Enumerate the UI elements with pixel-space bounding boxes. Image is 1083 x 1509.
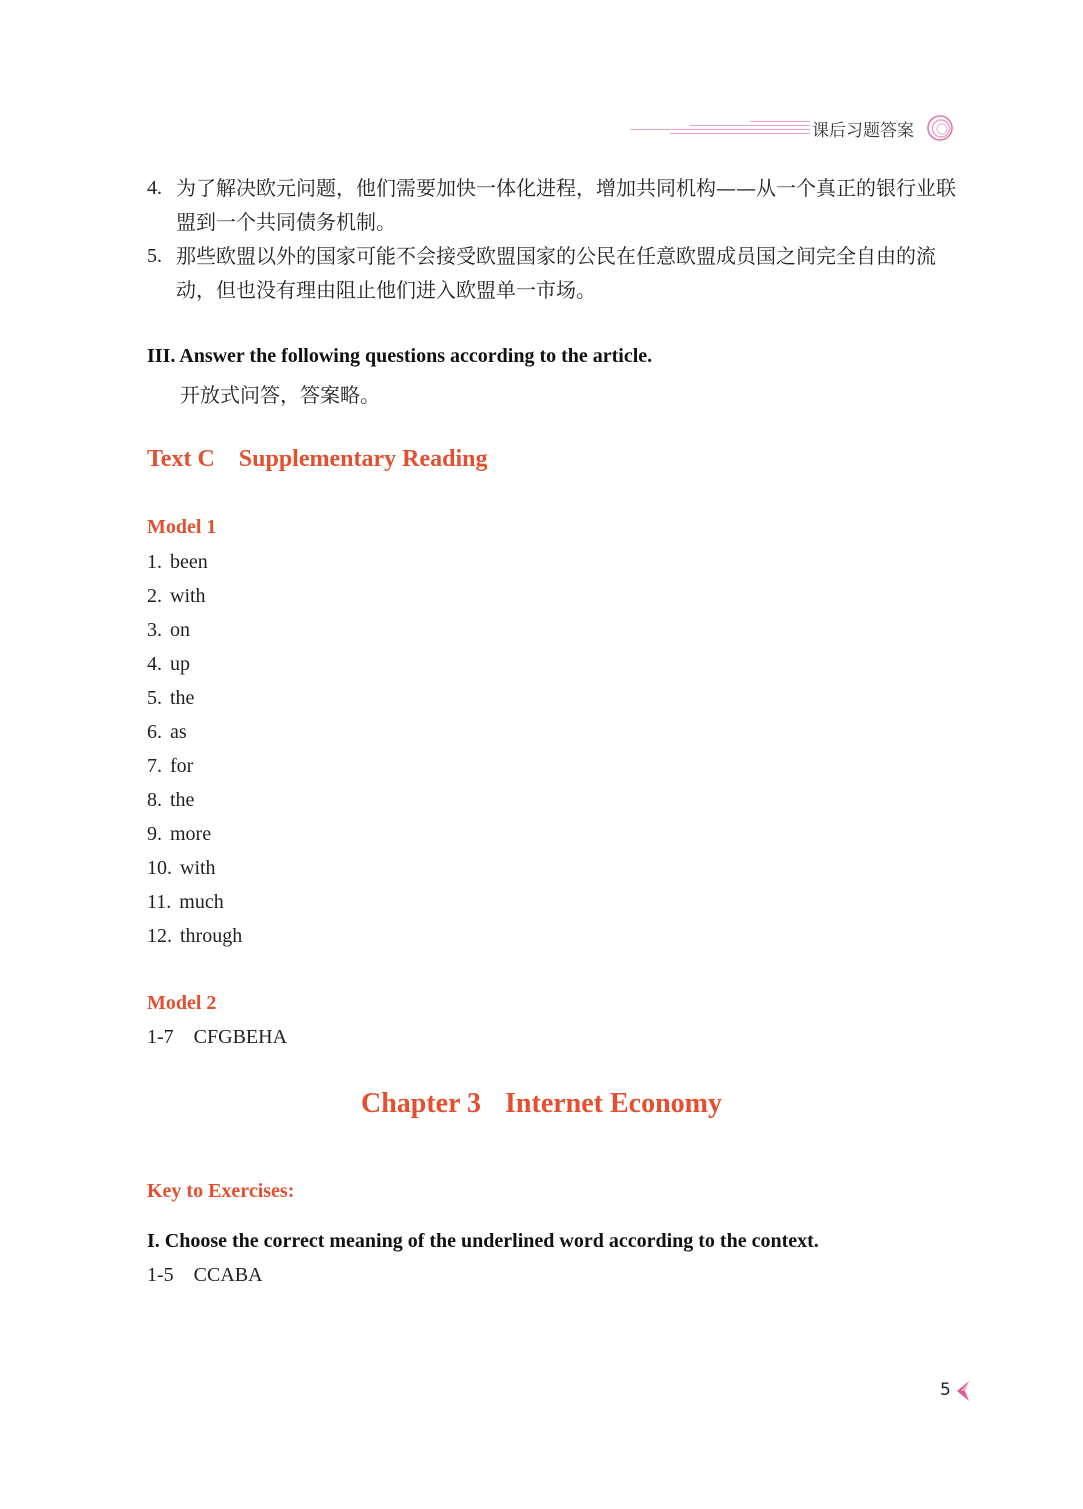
item-number: 4. (147, 177, 162, 199)
key-heading: Key to Exercises: (147, 1180, 295, 1202)
section-heading: I. Choose the correct meaning of the underlined word according to the context. (147, 1230, 819, 1252)
list-item (147, 817, 242, 851)
list-item (147, 715, 242, 749)
page-number: 5 (940, 1380, 951, 1400)
item-number: 2. (147, 585, 162, 607)
list-item (147, 613, 242, 647)
answer-letters: CCABA (193, 1264, 263, 1286)
item-number: 10. (147, 857, 172, 879)
list-item (147, 647, 242, 681)
item-number: 4. (147, 653, 162, 675)
chapter-heading (0, 1088, 1083, 1120)
item-number: 7. (147, 755, 162, 777)
item-word: with (170, 585, 206, 607)
list-item (147, 851, 242, 885)
header-title: 课后习题答案 (812, 121, 914, 141)
list-item (147, 885, 242, 919)
item-number: 9. (147, 823, 162, 845)
item-text: 那些欧盟以外的国家可能不会接受欧盟国家的公民在任意欧盟成员国之间完全自由的流动，但也没有理由阻止他们进入欧盟单一市场。 (176, 244, 936, 302)
list-item (147, 749, 242, 783)
translation-item (147, 171, 957, 239)
item-word: as (170, 721, 187, 743)
list-item (147, 545, 242, 579)
item-word: on (170, 619, 190, 641)
answer-range: 1-5 (147, 1264, 174, 1286)
model1-answer-list (147, 545, 242, 953)
item-word: up (170, 653, 190, 675)
item-number: 6. (147, 721, 162, 743)
list-item (147, 783, 242, 817)
item-word: been (170, 551, 208, 573)
item-word: the (170, 789, 195, 811)
answer-letters: CFGBEHA (193, 1026, 288, 1048)
item-word: much (179, 891, 224, 913)
model2-answer-line (147, 1026, 287, 1049)
section-answer: 开放式问答，答案略。 (180, 383, 380, 407)
chapter-label: Chapter 3 (360, 1088, 482, 1119)
model1-heading: Model 1 (147, 516, 217, 538)
item-number: 5. (147, 245, 162, 267)
model2-heading: Model 2 (147, 992, 217, 1014)
item-number: 12. (147, 925, 172, 947)
item-number: 3. (147, 619, 162, 641)
item-word: more (170, 823, 212, 845)
item-word: the (170, 687, 195, 709)
item-number: 11. (147, 891, 172, 913)
item-word: for (170, 755, 194, 777)
header-decor-lines (630, 121, 810, 135)
chapter-title: Internet Economy (505, 1088, 723, 1119)
text-c-title: Supplementary Reading (238, 446, 488, 472)
text-c-label: Text C (147, 446, 215, 472)
list-item (147, 919, 242, 953)
item-word: through (180, 925, 243, 947)
item-word: with (180, 857, 216, 879)
section-heading: III. Answer the following questions according to the article. (147, 345, 653, 367)
page-arrow-icon (955, 1380, 971, 1402)
key-answer-line (147, 1264, 263, 1287)
item-number: 1. (147, 551, 162, 573)
item-text: 为了解决欧元问题，他们需要加快一体化进程，增加共同机构——从一个真正的银行业联盟到一个共同债务机制。 (176, 176, 956, 234)
text-c-heading (147, 446, 487, 473)
swirl-icon (926, 114, 954, 142)
list-item (147, 681, 242, 715)
list-item (147, 579, 242, 613)
item-number: 8. (147, 789, 162, 811)
running-header (620, 112, 960, 142)
answer-range: 1-7 (147, 1026, 174, 1048)
translation-item (147, 239, 957, 307)
item-number: 5. (147, 687, 162, 709)
